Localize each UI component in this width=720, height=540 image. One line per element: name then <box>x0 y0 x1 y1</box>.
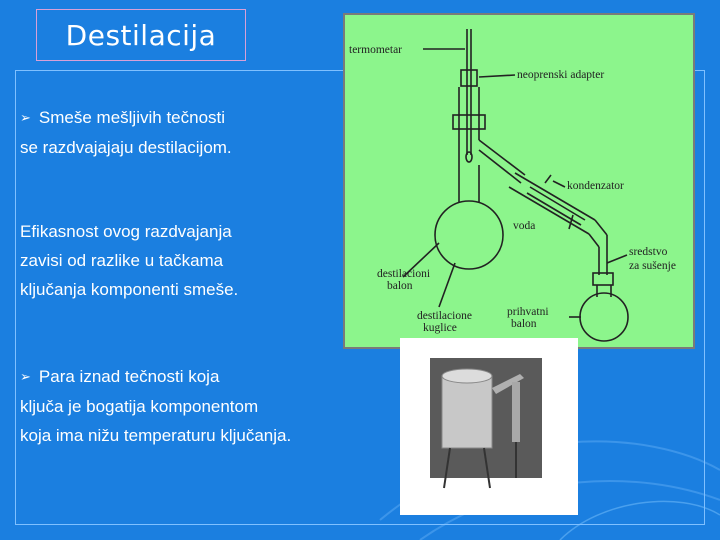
label-prihvatni-2: balon <box>511 318 537 330</box>
p3-line2: ključa je bogatija komponentom <box>20 397 259 416</box>
label-kuglice-1: destilacione <box>417 310 472 322</box>
distillation-diagram <box>343 13 695 349</box>
page-title: Destilacija <box>65 18 217 52</box>
p3-line1: Para iznad tečnosti koja <box>38 367 220 386</box>
paragraph-2 <box>20 217 238 304</box>
label-kuglice-2: kuglice <box>423 322 457 334</box>
label-sredstvo-2: za sušenje <box>629 260 676 272</box>
paragraph-1 <box>20 103 232 162</box>
label-dest-balon-2: balon <box>387 280 413 292</box>
p3-line3: koja ima nižu temperaturu ključanja. <box>20 426 292 445</box>
p2-line1: Efikasnost ovog razdvajanja <box>20 222 232 241</box>
label-dest-balon-1: destilacioni <box>377 268 431 280</box>
paragraph-3 <box>20 362 291 450</box>
bullet-icon: ➢ <box>20 110 31 125</box>
label-termometar: termometar <box>349 44 403 56</box>
distillation-apparatus-svg <box>345 15 693 347</box>
label-adapter: neoprenski adapter <box>517 69 605 81</box>
p1-line2: se razdvajajaju destilacijom. <box>20 138 232 157</box>
p2-line2: zavisi od razlike u tačkama <box>20 251 224 270</box>
label-kondenzator: kondenzator <box>567 180 624 192</box>
p2-line3: ključanja komponenti smeše. <box>20 280 239 299</box>
distillation-equipment-photo <box>400 338 578 515</box>
label-voda: voda <box>513 220 536 232</box>
p1-line1: Smeše mešljivih tečnosti <box>38 108 226 127</box>
label-sredstvo-1: sredstvo <box>629 246 668 258</box>
bullet-icon: ➢ <box>20 369 31 384</box>
title-box <box>36 9 246 61</box>
label-prihvatni-1: prihvatni <box>507 306 549 318</box>
equipment-illustration <box>400 338 578 515</box>
